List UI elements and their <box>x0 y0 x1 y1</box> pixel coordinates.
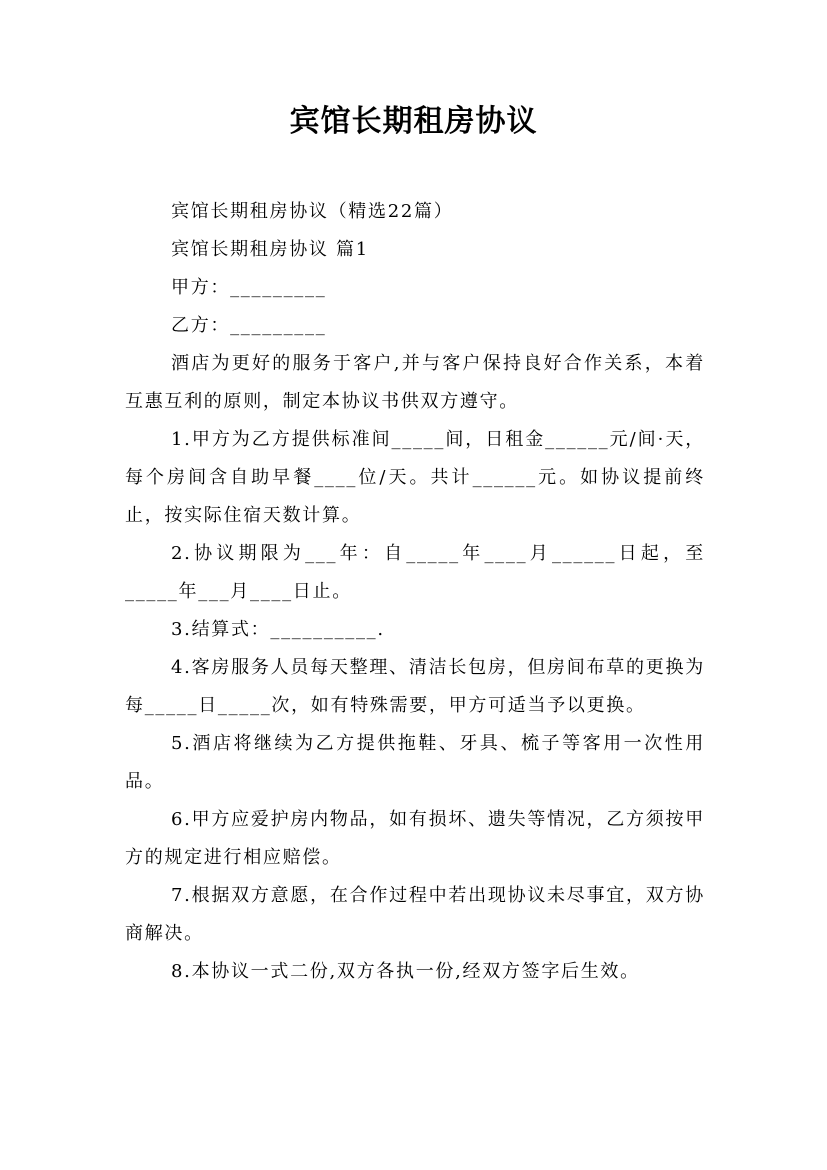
paragraph-clause-3: 3.结算式：__________. <box>171 619 385 640</box>
paragraph-clause-1: 1.甲方为乙方提供标准间_____间，日租金______元/间·天，每个房间含自助早餐____位/天。共计______元。如协议提前终止，按实际住宿天数计算。 <box>125 429 705 526</box>
paragraph-intro: 酒店为更好的服务于客户,并与客户保持良好合作关系，本着互惠互利的原则，制定本协议书供双方遵守。 <box>125 353 705 412</box>
paragraph-clause-7: 7.根据双方意愿，在合作过程中若出现协议未尽事宜，双方协商解决。 <box>125 885 705 944</box>
paragraph-subtitle: 宾馆长期租房协议（精选22篇） <box>171 201 454 222</box>
paragraph-clause-4: 4.客房服务人员每天整理、清洁长包房，但房间布草的更换为每_____日_____次，如有特殊需要，甲方可适当予以更换。 <box>125 657 705 716</box>
paragraph-party-a: 甲方：_________ <box>171 277 327 298</box>
paragraph-clause-5: 5.酒店将继续为乙方提供拖鞋、牙具、梳子等客用一次性用品。 <box>125 733 705 792</box>
document-body <box>125 193 705 991</box>
paragraph-clause-2: 2.协议期限为___年：自_____年____月______日起，至_____年___月____日止。 <box>125 543 705 602</box>
paragraph-party-b: 乙方：_________ <box>171 315 327 336</box>
document-title: 宾馆长期租房协议 <box>289 104 538 139</box>
paragraph-section-heading: 宾馆长期租房协议 篇1 <box>171 239 369 260</box>
paragraph-clause-6: 6.甲方应爱护房内物品，如有损坏、遗失等情况，乙方须按甲方的规定进行相应赔偿。 <box>125 809 705 868</box>
paragraph-clause-8: 8.本协议一式二份,双方各执一份,经双方签字后生效。 <box>171 961 640 982</box>
